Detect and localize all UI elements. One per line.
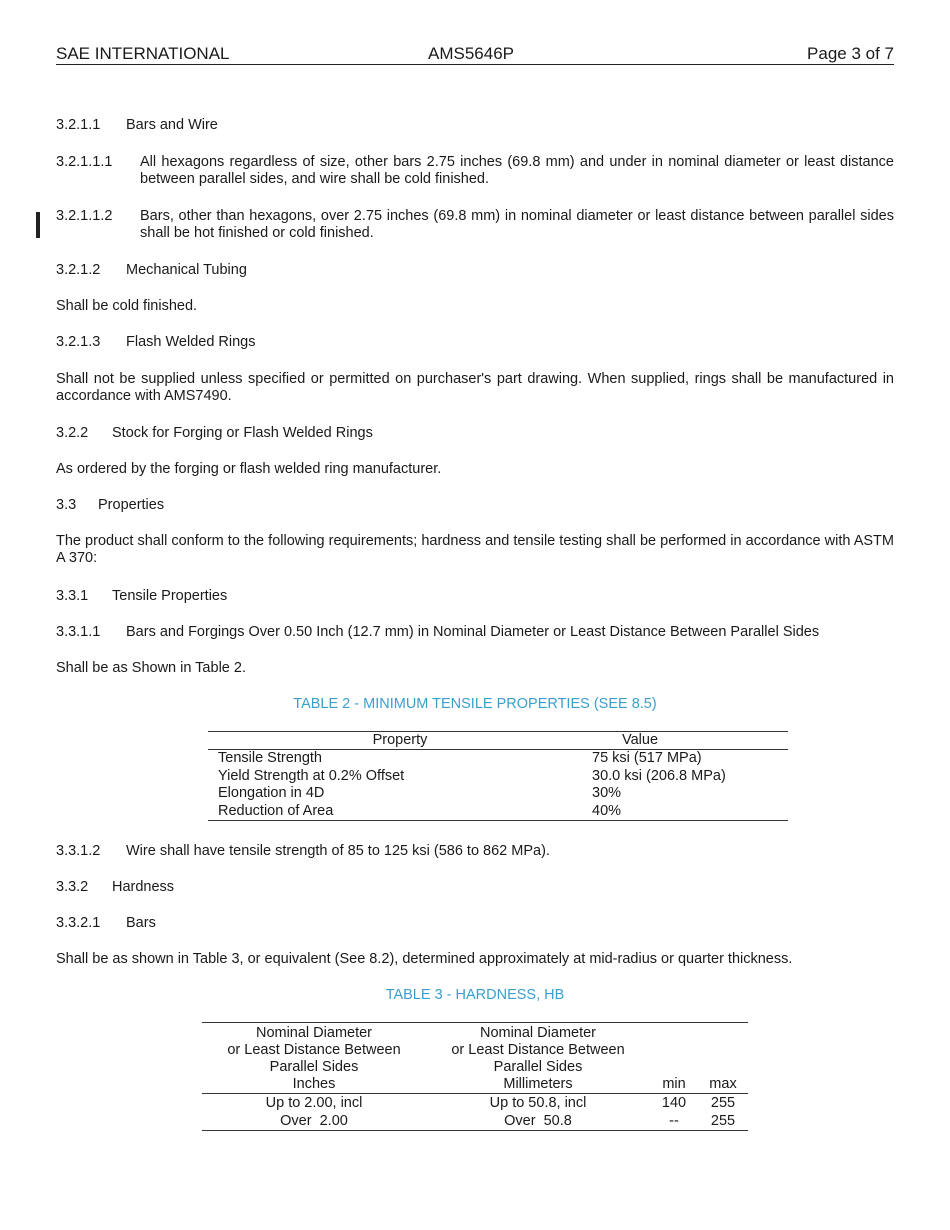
section-title: Hardness	[112, 879, 175, 895]
column-header-value: Value	[592, 732, 788, 750]
table-row	[208, 768, 788, 786]
section-number: 3.3	[56, 497, 77, 513]
table-cell: 75 ksi (517 MPa)	[592, 750, 702, 767]
revision-change-bar	[36, 212, 40, 238]
section-number: 3.2.1.1.1	[56, 154, 113, 170]
section-3-3-1-2	[56, 843, 894, 860]
table-cell: 255	[710, 1094, 736, 1111]
section-3-2-1-2-text: Shall be cold finished.	[56, 298, 198, 314]
section-3-2-1-2-heading	[56, 262, 894, 279]
header-line: Inches	[292, 1076, 336, 1092]
section-number: 3.3.1	[56, 588, 89, 604]
header-organization: SAE INTERNATIONAL	[56, 44, 230, 63]
column-header-property: Property	[208, 732, 592, 750]
header-document-number: AMS5646P	[428, 44, 514, 63]
table-row	[202, 1094, 748, 1113]
section-3-2-1-3-text: Shall not be supplied unless specified or permitted on purchaser's part drawing. When supplied, rings shall be manufactured in accordance with AMS7490.	[56, 371, 894, 404]
table-cell: 40%	[592, 802, 622, 819]
section-3-3-2-heading	[56, 879, 894, 896]
header-line: Parallel Sides	[493, 1059, 583, 1075]
section-text: Bars, other than hexagons, over 2.75 inches (69.8 mm) in nominal diameter or least distance between parallel sides shall be hot finished or cold finished.	[140, 208, 894, 241]
section-number: 3.2.2	[56, 425, 89, 441]
table-row	[208, 750, 788, 768]
table-header-row	[208, 732, 788, 750]
table-3-caption: TABLE 3 - HARDNESS, HB	[385, 987, 565, 1003]
section-title: Mechanical Tubing	[126, 262, 247, 278]
column-header-millimeters	[426, 1023, 650, 1094]
section-title: Properties	[98, 497, 165, 513]
section-3-2-1-1-2	[56, 208, 894, 242]
table-cell: 30.0 ksi (206.8 MPa)	[592, 767, 726, 784]
column-header-inches	[202, 1023, 426, 1094]
header-line: Nominal Diameter	[255, 1025, 373, 1041]
section-3-2-1-3-heading	[56, 334, 894, 351]
section-number: 3.3.2	[56, 879, 89, 895]
table-row	[208, 785, 788, 803]
section-title: Stock for Forging or Flash Welded Rings	[112, 425, 373, 441]
table-cell: 140	[661, 1094, 687, 1111]
section-title: Bars	[126, 915, 156, 931]
section-number: 3.3.1.1	[56, 624, 101, 640]
section-title: Bars and Wire	[126, 117, 218, 133]
table-cell: Yield Strength at 0.2% Offset	[218, 767, 405, 784]
section-title: Bars and Forgings Over 0.50 Inch (12.7 mm) in Nominal Diameter or Least Distance Between Parallel Sides	[126, 624, 820, 640]
table-cell: Over 2.00	[280, 1112, 348, 1129]
table-cell: --	[669, 1112, 679, 1129]
section-3-3-1-1-heading	[56, 624, 894, 641]
section-number: 3.2.1.2	[56, 262, 101, 278]
table-cell: Over 50.8	[504, 1112, 572, 1129]
section-text: Wire shall have tensile strength of 85 to 125 ksi (586 to 862 MPa).	[126, 843, 550, 859]
section-3-3-text: The product shall conform to the following requirements; hardness and tensile testing shall be performed in accordance with ASTM A 370:	[56, 533, 894, 566]
table-cell: Up to 50.8, incl	[489, 1094, 587, 1111]
table-cell: Up to 2.00, incl	[265, 1094, 363, 1111]
section-number: 3.3.1.2	[56, 843, 101, 859]
section-number: 3.3.2.1	[56, 915, 101, 931]
header-page-number: Page 3 of 7	[807, 44, 894, 63]
section-3-2-2-text: As ordered by the forging or flash welded ring manufacturer.	[56, 461, 442, 477]
section-3-2-1-1-heading	[56, 117, 894, 134]
header-line: Millimeters	[503, 1076, 573, 1092]
table-cell: Tensile Strength	[218, 750, 322, 767]
column-header-min: min	[650, 1023, 698, 1094]
section-3-2-1-1-1	[56, 154, 894, 188]
section-3-3-2-1-text: Shall be as shown in Table 3, or equivalent (See 8.2), determined approximately at mid-radius or quarter thickness.	[56, 951, 793, 967]
section-title: Tensile Properties	[112, 588, 228, 604]
section-3-3-2-1-heading	[56, 915, 894, 932]
header-line: Nominal Diameter	[479, 1025, 597, 1041]
section-number: 3.2.1.1.2	[56, 208, 113, 224]
section-3-3-1-1-text: Shall be as Shown in Table 2.	[56, 660, 246, 676]
section-number: 3.2.1.1	[56, 117, 101, 133]
page-header	[56, 44, 894, 65]
section-3-3-1-heading	[56, 588, 894, 605]
table-cell: Reduction of Area	[218, 802, 334, 819]
table-cell: 255	[710, 1112, 736, 1129]
section-text: All hexagons regardless of size, other bars 2.75 inches (69.8 mm) and under in nominal diameter or least distance between parallel sides, and wire shall be cold finished.	[140, 154, 894, 187]
header-line: or Least Distance Between	[227, 1042, 401, 1058]
header-line: or Least Distance Between	[451, 1042, 625, 1058]
table-2-tensile-properties	[208, 731, 788, 821]
section-3-2-2-heading	[56, 425, 894, 442]
table-row	[208, 803, 788, 821]
column-header-max: max	[698, 1023, 748, 1094]
section-number: 3.2.1.3	[56, 334, 101, 350]
table-row	[202, 1112, 748, 1131]
table-2-caption: TABLE 2 - MINIMUM TENSILE PROPERTIES (SEE 8.5)	[293, 696, 657, 712]
table-3-hardness	[202, 1022, 748, 1131]
section-3-3-heading	[56, 497, 894, 514]
table-header-row	[202, 1023, 748, 1094]
table-cell: Elongation in 4D	[218, 785, 325, 802]
section-title: Flash Welded Rings	[126, 334, 256, 350]
header-line: Parallel Sides	[269, 1059, 359, 1075]
table-cell: 30%	[592, 785, 622, 802]
